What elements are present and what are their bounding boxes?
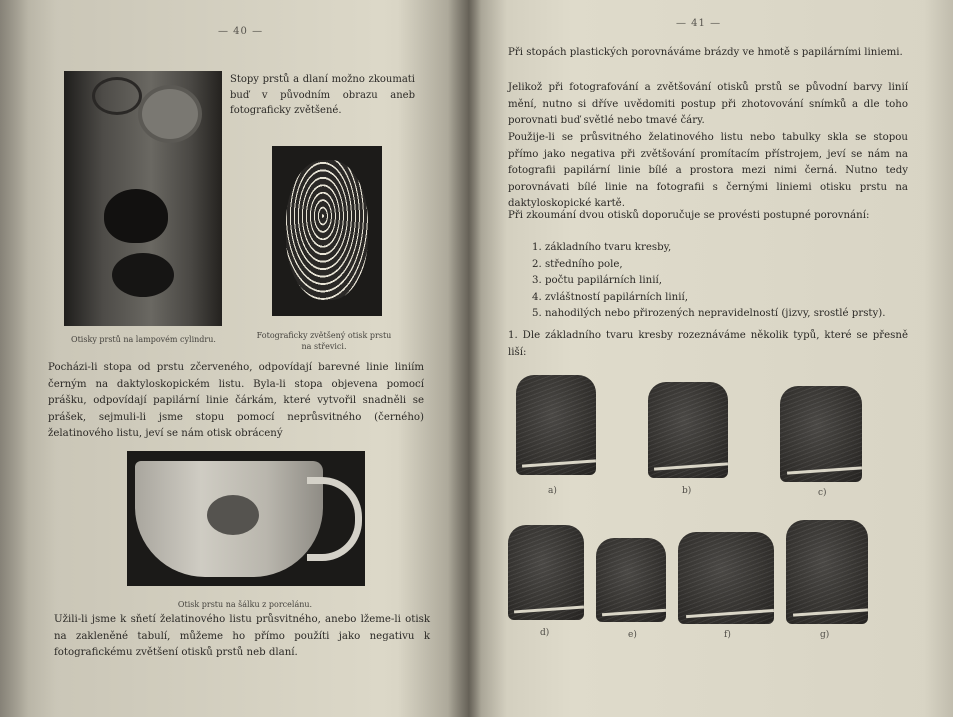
figure2-caption: Fotograficky zvětšený otisk prstu na střevici.: [256, 331, 392, 351]
list-item: 5. nahodilých nebo přirozených nepravidelností (jizvy, srostlé prsty).: [532, 308, 886, 319]
paragraph-1: Pocházi-li stopa od prstu zčerveného, odpovídají barevné linie liniím černým na daktyloskopickém listu. Byla-li stopa objevena pomocí prášku, odpovídají papilární linie čárkám, které vytvořil snadněli se prášek, sejmuli-li jsme stopu pomocí neprůsvitného (černého) želatinového listu, jeví se nám otisk obrácený: [48, 362, 424, 439]
fingerprint-smudge-2: [112, 253, 174, 297]
fingerprint-label-f: f): [724, 630, 731, 640]
fingerprint-label-b: b): [682, 486, 692, 496]
fingerprint-label-g: g): [820, 630, 830, 640]
fingerprint-smudge-1: [104, 189, 168, 243]
paragraph-1: Při stopách plastických porovnáváme brázdy ve hmotě s papilárními liniemi.: [508, 47, 903, 58]
paragraph-2: Užili-li jsme k sňetí želatinového listu průsvitného, anebo lžeme-li otisk na zakleněné tabulí, můžeme ho přímo použíti jako negativu k fotografickému zvětšení otisků prstů neb dlaní.: [54, 614, 430, 658]
cup-handle: [307, 477, 362, 561]
fingerprint-whorl: [286, 160, 368, 300]
stamp-mark-2: [138, 85, 202, 143]
fingerprint-sample-g: [786, 520, 868, 624]
figure3-caption: Otisk prstu na šálku z porcelánu.: [177, 600, 313, 609]
paragraph-5: 1. Dle základního tvaru kresby rozeznáváme několik typů, které se přesně liší:: [508, 330, 908, 358]
fingerprint-sample-e: [596, 538, 666, 622]
fingerprint-label-e: e): [628, 630, 637, 640]
fingerprint-sample-a: [516, 375, 596, 475]
intro-text: Stopy prstů a dlaní možno zkoumati buď v původním obrazu aneb fotograficky zvětšené.: [230, 74, 415, 116]
page-number: — 41 —: [676, 18, 722, 29]
lamp-cylinder-photo: [64, 71, 222, 326]
fingerprint-sample-c: [780, 386, 862, 482]
stamp-mark-1: [92, 77, 142, 115]
enlarged-fingerprint-photo: [272, 146, 382, 316]
paragraph-2: Jelikož při fotografování a zvětšování otisků prstů se původní barvy linií mění, nutno si dříve uvědomiti postup při zhotovování snímků a dle toho porovnati buď světlé nebo tmavé čáry.: [508, 82, 908, 126]
fingerprint-sample-b: [648, 382, 728, 478]
paragraph-3: Použije-li se průsvitného želatinového listu nebo tabulky skla se stopou přímo jako negativa při zvětšování promítacím přístrojem, jeví se nám na fotografii papilární linie bílé a prostora mezi nimi černá. Nutno tedy porovnávati bílé linie na fotografii s černými liniemi otisku prstu na daktyloskopické kartě.: [508, 132, 908, 209]
paragraph-4: Při zkoumání dvou otisků doporučuje se provésti postupné porovnání:: [508, 210, 870, 221]
page-number: — 40 —: [218, 26, 264, 37]
porcelain-cup-photo: [127, 451, 365, 586]
figure1-caption: Otisky prstů na lampovém cylindru.: [71, 335, 216, 344]
list-item: 4. zvláštností papilárních linií,: [532, 291, 688, 303]
list-item: 2. středního pole,: [532, 258, 623, 270]
fingerprint-label-c: c): [818, 488, 827, 498]
fingerprint-sample-f: [678, 532, 774, 624]
list-item: 3. počtu papilárních linií,: [532, 275, 662, 286]
fingerprint-on-cup: [207, 495, 259, 535]
list-item: 1. základního tvaru kresby,: [532, 242, 672, 253]
fingerprint-sample-d: [508, 525, 584, 620]
comparison-list: [508, 240, 908, 323]
fingerprint-label-a: a): [548, 486, 557, 496]
right-page: [468, 0, 953, 717]
left-page: [0, 0, 468, 717]
cup-body: [135, 461, 323, 577]
fingerprint-label-d: d): [540, 628, 550, 638]
